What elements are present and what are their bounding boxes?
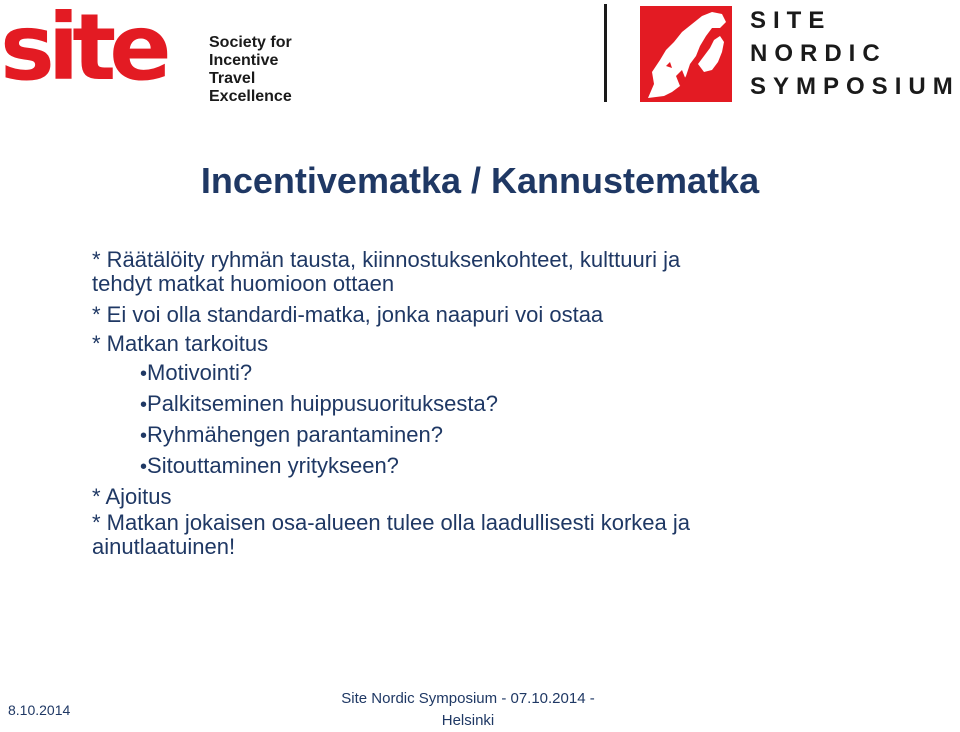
header-divider [604, 4, 607, 102]
sub-bullet-item [92, 389, 932, 420]
content-line [92, 511, 932, 559]
site-tagline [209, 34, 292, 106]
nordic-symposium-logo-text [750, 4, 960, 103]
bullet-icon: • [140, 456, 148, 478]
bullet-icon: • [140, 425, 148, 447]
footer-event [318, 688, 618, 732]
content-line-text: * Räätälöity ryhmän tausta, kiinnostuksenkohteet, kulttuuri ja [92, 247, 681, 272]
sub-bullet-text: Sitouttaminen yritykseen? [147, 453, 399, 478]
nordic-line-site: SITE [750, 7, 832, 34]
site-logo-word: site [0, 0, 165, 101]
site-tagline-line: Society for [209, 34, 292, 51]
content-line-text: * Matkan jokaisen osa-alueen tulee olla laadullisesti korkea ja [92, 510, 691, 535]
slide-title: Incentivematka / Kannustematka [200, 160, 760, 201]
slide-content [92, 248, 932, 559]
content-line-text: tehdyt matkat huomioon ottaen [92, 271, 395, 296]
bullet-icon: • [140, 394, 148, 416]
site-tagline-line: Travel [209, 70, 256, 87]
content-line: * Ajoitus [92, 484, 172, 509]
sub-bullet-text: Motivointi? [147, 360, 253, 385]
content-line: * Ei voi olla standardi-matka, jonka naapuri voi ostaa [92, 302, 604, 327]
bullet-icon: • [140, 363, 148, 385]
site-tagline-line: Incentive [209, 52, 279, 69]
nordic-line-nordic: NORDIC [750, 40, 887, 67]
nordic-line-symposium: SYMPOSIUM [750, 73, 960, 100]
nordic-map-icon [640, 6, 732, 102]
sub-bullet-item [92, 420, 932, 451]
sub-bullet-text: Ryhmähengen parantaminen? [147, 422, 443, 447]
site-logo [0, 0, 300, 106]
sub-bullet-text: Palkitseminen huippusuorituksesta? [147, 391, 498, 416]
content-line [92, 248, 932, 296]
content-line-text: ainutlaatuinen! [92, 534, 236, 559]
footer-event-line: Helsinki [441, 712, 495, 729]
sub-bullet-item [92, 358, 932, 389]
footer-date: 8.10.2014 [8, 702, 71, 718]
site-tagline-line: Excellence [209, 88, 292, 105]
sub-bullet-item [92, 451, 932, 482]
footer-event-line: Site Nordic Symposium - 07.10.2014 - [341, 690, 595, 707]
content-line: * Matkan tarkoitus [92, 331, 269, 356]
